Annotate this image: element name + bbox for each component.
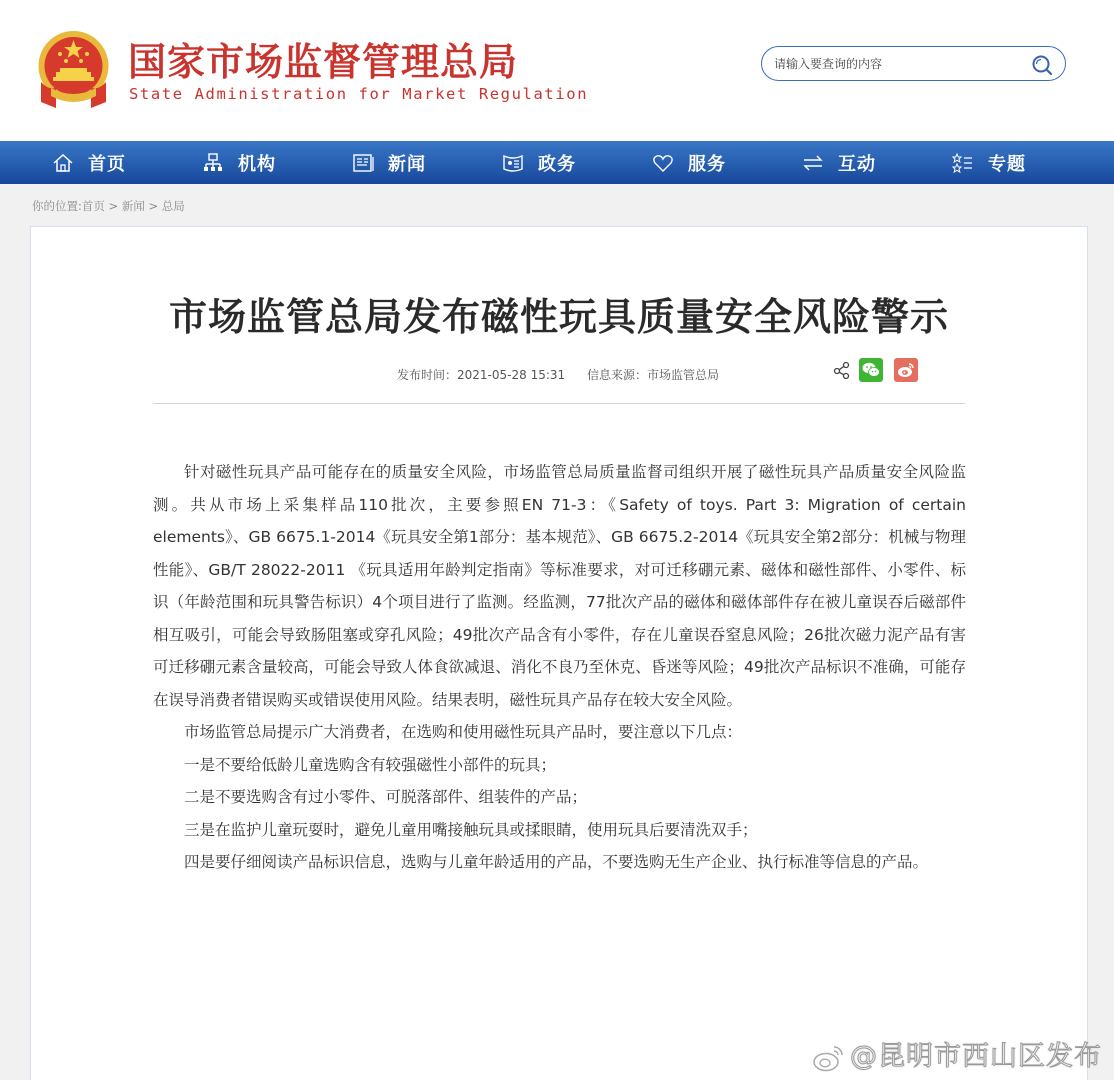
- main-nav: [0, 141, 1114, 184]
- home-icon: [52, 152, 74, 174]
- breadcrumb-separator: >: [104, 199, 122, 213]
- breadcrumb-news[interactable]: 新闻: [121, 199, 145, 213]
- nav-item-service[interactable]: [652, 141, 726, 184]
- site-header: [0, 0, 1114, 141]
- article-paragraph: 四是要仔细阅读产品标识信息，选购与儿童年龄适用的产品，不要选购无生产企业、执行标准等信息的产品。: [184, 853, 929, 871]
- weibo-watermark-icon: [812, 1044, 846, 1072]
- heart-icon: [652, 152, 674, 174]
- nav-label: 机构: [238, 153, 276, 175]
- breadcrumb-separator: >: [144, 199, 162, 213]
- breadcrumb: [32, 198, 185, 214]
- nav-item-interaction[interactable]: [802, 141, 876, 184]
- nav-label: 政务: [538, 153, 576, 175]
- nav-item-news[interactable]: [352, 141, 426, 184]
- article-source: [587, 368, 719, 382]
- nav-label: 首页: [88, 153, 126, 175]
- source-label: 信息来源：: [586, 368, 647, 382]
- wechat-share-button[interactable]: [859, 358, 883, 382]
- exchange-icon: [802, 152, 824, 174]
- topic-list-icon: [952, 152, 974, 174]
- article-paragraph: 市场监管总局提示广大消费者，在选购和使用磁性玩具产品时，要注意以下几点：: [184, 723, 743, 741]
- article-paragraph: 一是不要给低龄儿童选购含有较强磁性小部件的玩具；: [184, 755, 557, 774]
- site-logo-subtitle: State Administration for Market Regulation: [129, 85, 589, 103]
- publish-time-value: 2021-05-28 15:31: [457, 368, 566, 382]
- nav-item-organization[interactable]: [202, 141, 276, 184]
- share-icon[interactable]: [833, 361, 851, 379]
- weibo-share-button[interactable]: [894, 358, 918, 382]
- nav-label: 专题: [988, 153, 1026, 175]
- news-icon: [352, 152, 374, 174]
- article-card: [30, 226, 1088, 1080]
- nav-label: 互动: [838, 153, 876, 175]
- nav-label: 新闻: [388, 153, 426, 175]
- search-box: [761, 46, 1066, 81]
- search-icon[interactable]: [1031, 54, 1053, 76]
- meta-divider: [153, 403, 965, 404]
- weibo-watermark: [812, 1034, 1102, 1073]
- article-paragraph: 针对磁性玩具产品可能存在的质量安全风险，市场监管总局质量监督司组织开展了磁性玩具产品质量安全风险监测。共从市场上采集样品110批次，主要参照EN 71-3：《Safety of toys. Part 3: Migration of certain elements》、GB 6675.1-2014《玩具安全第1部分：基本规范》、GB 6675.2-2014《玩具安全第2部分：机械与物理性能》、GB/T 28022-2011 《玩具适用年龄判定指南》等标准要求，对可迁移硼元素、磁体和磁性部件、小零件、标识（年龄范围和玩具警告标识）4个项目进行了监测。经监测，77批次产品的磁体和磁体部件存在被儿童误吞后磁部件相互吸引，可能会导致肠阻塞或穿孔风险；49批次产品含有小零件，存在儿童误吞窒息风险；26批次磁力泥产品有害可迁移硼元素含量较高，可能会导致人体食欲减退、消化不良乃至休克、昏迷等风险；49批次产品标识不准确，可能存在误导消费者错误购买或错误使用风险。结果表明，磁性玩具产品存在较大安全风险。: [153, 463, 966, 709]
- source-value: 市场监管总局: [647, 368, 720, 382]
- national-emblem-icon[interactable]: [36, 30, 111, 110]
- breadcrumb-home[interactable]: 首页: [81, 199, 105, 213]
- org-chart-icon: [202, 152, 224, 174]
- nav-item-home[interactable]: [52, 141, 126, 184]
- article-paragraph: 三是在监护儿童玩耍时，避免儿童用嘴接触玩具或揉眼睛，使用玩具后要清洗双手；: [184, 820, 758, 839]
- publish-time-label: 发布时间：: [397, 368, 458, 382]
- article-title: 市场监管总局发布磁性玩具质量安全风险警示: [168, 295, 949, 339]
- nav-item-government[interactable]: [502, 141, 576, 184]
- nav-label: 服务: [688, 153, 726, 175]
- article-paragraph: 二是不要选购含有过小零件、可脱落部件、组装件的产品；: [184, 788, 588, 806]
- breadcrumb-prefix: 你的位置:: [32, 199, 82, 213]
- publish-time: [397, 368, 565, 382]
- site-logo-title[interactable]: 国家市场监督管理总局: [128, 40, 519, 84]
- search-input[interactable]: [774, 53, 1024, 75]
- nav-item-topics[interactable]: [952, 141, 1026, 184]
- government-icon: [502, 152, 524, 174]
- weibo-icon: [897, 362, 915, 378]
- article-meta: [397, 366, 737, 383]
- share-bar: [833, 358, 929, 382]
- watermark-text: @昆明市西山区发布: [850, 1041, 1102, 1072]
- breadcrumb-headquarters[interactable]: 总局: [161, 199, 185, 213]
- article-body: [153, 456, 966, 879]
- wechat-icon: [862, 362, 880, 378]
